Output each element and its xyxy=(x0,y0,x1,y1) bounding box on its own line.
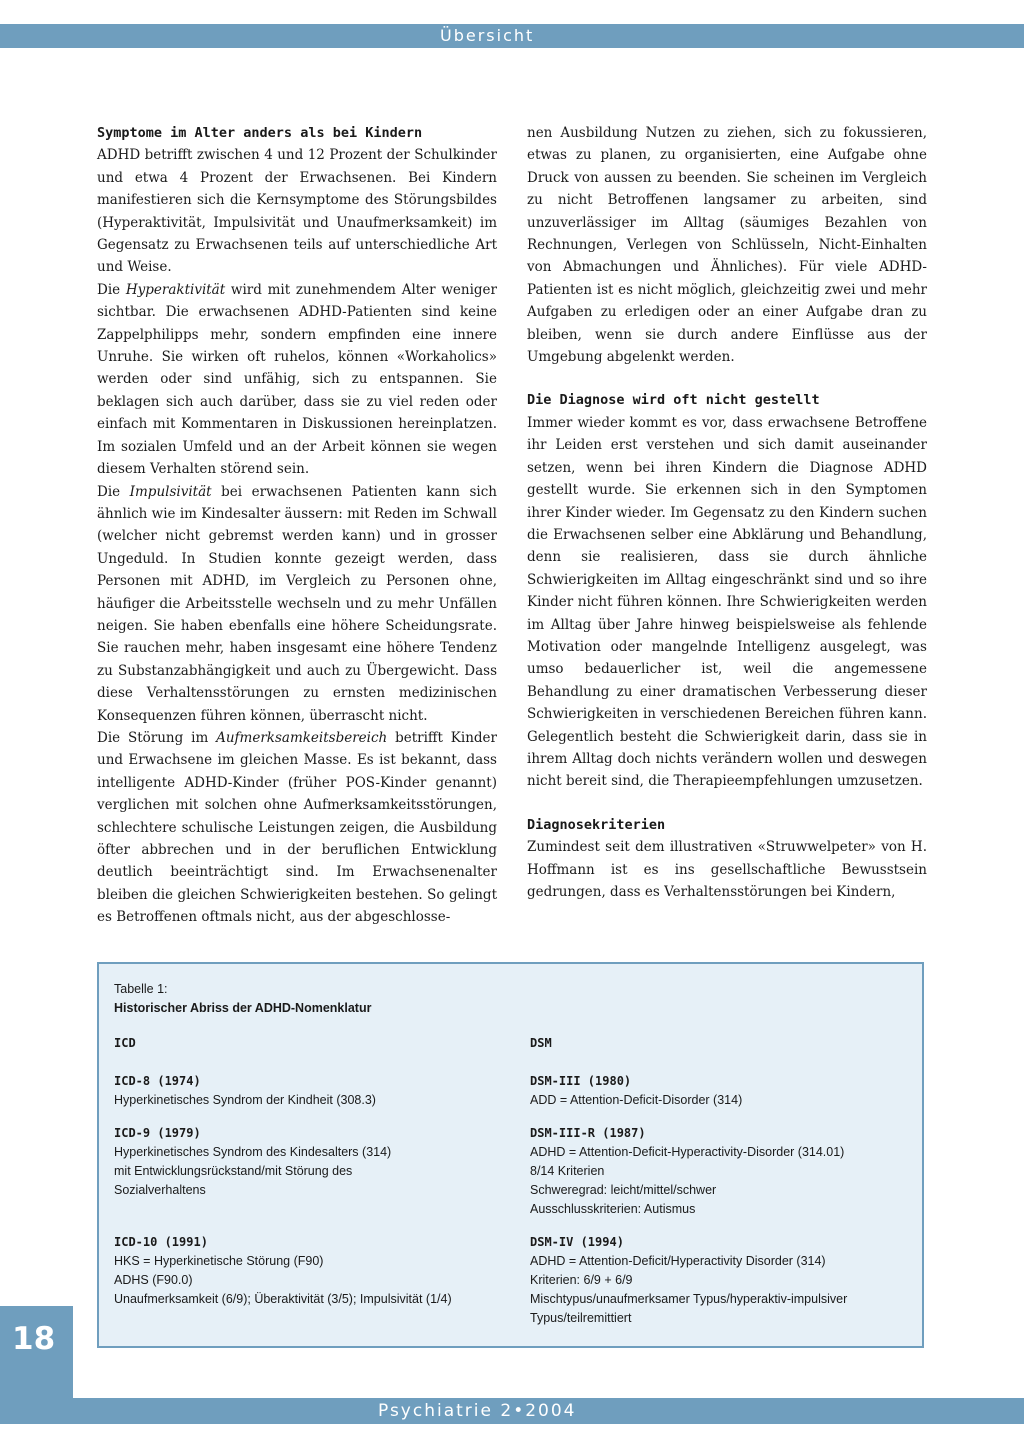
dsm-entry xyxy=(530,1124,930,1219)
dsm-entry xyxy=(530,1072,930,1110)
dsm-header: DSM xyxy=(530,1036,552,1050)
icd-entry xyxy=(114,1072,514,1110)
header-bar xyxy=(0,24,1024,48)
section-title: Übersicht xyxy=(440,26,535,45)
text-run: Die xyxy=(97,281,126,298)
entry-line: ADD = Attention-Deficit-Disorder (314) xyxy=(530,1093,743,1107)
right-column xyxy=(527,122,927,903)
entry-line: Typus/teilremittiert xyxy=(530,1311,632,1325)
paragraph: Immer wieder kommt es vor, dass erwachsene Betroffene ihr Leiden erst verstehen und sich damit auseinander setzen, wenn bei ihren Kindern die Diagnose ADHD gestellt wurde. Sie erkennen sich in den Symptomen ihrer Kinder wieder. Im Gegensatz zu den Kindern suchen die Erwachsenen selber eine Abklärung und Behandlung, denn sie realisieren, dass sie durch ähnliche Schwierigkeiten im Alltag eingeschränkt sind und so ihre Kinder nicht führen können. Ihre Schwierigkeiten werden im Alltag über Jahre hinweg beispielsweise als fehlende Motivation oder mangelnde Intelligenz ausgelegt, was umso bedauerlicher ist, weil die angemessene Behandlung zu einer dramatischen Verbesserung dieser Schwierigkeiten in verschiedenen Bereichen führen kann. Gelegentlich besteht die Schwierigkeit darin, dass sie in ihrem Alltag doch nichts verändern wollen und deswegen nicht bereit sind, die Therapieempfehlungen umzusetzen. xyxy=(527,414,927,790)
entry-line: Unaufmerksamkeit (6/9); Überaktivität (3/5); Impulsivität (1/4) xyxy=(114,1292,452,1306)
entry-title: ICD-10 (1991) xyxy=(114,1235,208,1249)
heading-diagnosekriterien: Diagnosekriterien xyxy=(527,816,666,833)
icd-header: ICD xyxy=(114,1036,136,1050)
text-run: bei erwachsenen Patienten kann sich ähnlich wie im Kindesalter äussern: mit Reden im Schwall (welcher nicht gebremst werden kann) und in grosser Ungeduld. In Studien konnte gezeigt werden, dass Personen mit ADHD, im Vergleich zu Personen ohne, häufiger die Arbeitsstelle wechseln und zu mehr Unfällen neigen. Sie haben ebenfalls eine höhere Scheidungsrate. Sie rauchen mehr, haben insgesamt eine höhere Tendenz zu Substanzabhängigkeit und auch zu Übergewicht. Dass diese Verhaltensstörungen zu ernsten medizinischen Konsequenzen führen können, überrascht nicht. xyxy=(97,483,497,724)
paragraph-impulsivitaet xyxy=(97,481,497,727)
paragraph-hyperaktivitaet xyxy=(97,279,497,481)
entry-line: Hyperkinetisches Syndrom des Kindesalters (314) xyxy=(114,1145,392,1159)
icd-entry xyxy=(114,1124,514,1200)
entry-title: DSM-III-R (1987) xyxy=(530,1126,646,1140)
dsm-entry xyxy=(530,1233,930,1328)
emphasis: Aufmerksamkeitsbereich xyxy=(216,729,388,746)
entry-title: ICD-8 (1974) xyxy=(114,1074,201,1088)
entry-line: mit Entwicklungsrückstand/mit Störung des xyxy=(114,1164,353,1178)
entry-line: Ausschlusskriterien: Autismus xyxy=(530,1202,696,1216)
entry-line: Kriterien: 6/9 + 6/9 xyxy=(530,1273,633,1287)
entry-title: DSM-IV (1994) xyxy=(530,1235,624,1249)
footer-bar xyxy=(0,1398,1024,1424)
entry-line: ADHD = Attention-Deficit/Hyperactivity Disorder (314) xyxy=(530,1254,826,1268)
text-run: Die Störung im xyxy=(97,729,217,746)
entry-line: Sozialverhaltens xyxy=(114,1183,206,1197)
table-label: Tabelle 1: xyxy=(114,982,168,996)
paragraph: ADHD betrifft zwischen 4 und 12 Prozent der Schulkinder und etwa 4 Prozent der Erwachsenen. Bei Kindern manifestieren sich die Kernsymptome des Störungsbildes (Hyperaktivität, Impulsivität und Unaufmerksamkeit) im Gegensatz zu Erwachsenen teils auf unterschiedliche Art und Weise. xyxy=(97,147,497,276)
journal-title: Psychiatrie 2•2004 xyxy=(378,1401,577,1421)
icd-column xyxy=(114,1034,514,1306)
heading-symptome: Symptome im Alter anders als bei Kindern xyxy=(97,125,423,141)
emphasis: Impulsivität xyxy=(129,483,212,500)
entry-line: Hyperkinetisches Syndrom der Kindheit (308.3) xyxy=(114,1093,376,1107)
emphasis: Hyperaktivität xyxy=(125,281,226,298)
entry-title: ICD-9 (1979) xyxy=(114,1126,201,1140)
icd-entry xyxy=(114,1233,514,1309)
entry-line: ADHS (F90.0) xyxy=(114,1273,193,1287)
entry-title: DSM-III (1980) xyxy=(530,1074,632,1088)
text-run: betrifft Kinder und Erwachsene im gleichen Masse. Es ist bekannt, dass intelligente ADHD-Kinder (früher POS-Kinder genannt) verglichen mit solchen ohne Aufmerksamkeitsstörungen, schlechtere schulische Leistungen zeigen, die Ausbildung öfter abbrechen und in der beruflichen Entwicklung deutlich beeinträchtigt sind. Im Erwachsenenalter bleiben die gleichen Schwierigkeiten bestehen. So gelingt es Betroffenen oftmals nicht, aus der abgeschlosse- xyxy=(97,729,497,926)
text-run: Die xyxy=(97,483,130,500)
table-caption xyxy=(114,980,371,1018)
entry-line: ADHD = Attention-Deficit-Hyperactivity-Disorder (314.01) xyxy=(530,1145,845,1159)
table-box xyxy=(97,962,924,1348)
table-heading: Historischer Abriss der ADHD-Nomenklatur xyxy=(114,1001,372,1015)
entry-line: Mischtypus/unaufmerksamer Typus/hyperaktiv-impulsiver xyxy=(530,1292,848,1306)
heading-diagnose: Die Diagnose wird oft nicht gestellt xyxy=(527,392,820,409)
page-number: 18 xyxy=(12,1321,56,1357)
entry-line: Schweregrad: leicht/mittel/schwer xyxy=(530,1183,717,1197)
entry-line: 8/14 Kriterien xyxy=(530,1164,605,1178)
paragraph: Zumindest seit dem illustrativen «Struwwelpeter» von H. Hoffmann ist es ins gesellschaftliche Bewusstsein gedrungen, dass es Verhaltensstörungen bei Kindern, xyxy=(527,839,927,900)
entry-line: HKS = Hyperkinetische Störung (F90) xyxy=(114,1254,324,1268)
left-column xyxy=(97,122,497,929)
text-run: wird mit zunehmendem Alter weniger sichtbar. Die erwachsenen ADHD-Patienten sind keine Zappelphilipps mehr, sondern empfinden eine innere Unruhe. Sie wirken oft ruhelos, können «Workaholics» werden oder sind unfähig, sich zu entspannen. Sie beklagen sich auch darüber, dass sie zu viel reden oder einfach mit Kommentaren in Diskussionen hereinplatzen. Im sozialen Umfeld und an der Arbeit können sie wegen diesem Verhalten störend sein. xyxy=(97,281,497,478)
paragraph: nen Ausbildung Nutzen zu ziehen, sich zu fokussieren, etwas zu planen, zu organisierten, eine Aufgabe ohne Druck von aussen zu beenden. Sie scheinen im Vergleich zu nicht Betroffenen langsamer zu arbeiten, sind unzuverlässiger im Alltag (säumiges Bezahlen von Rechnungen, Verlegen von Schlüsseln, Nicht-Einhalten von Abmachungen und Ähnliches). Für viele ADHD-Patienten ist es nicht möglich, gleichzeitig zwei und mehr Aufgaben zu erledigen oder an einer Aufgabe dran zu bleiben, wenn sie durch andere Einflüsse aus der Umgebung abgelenkt werden. xyxy=(527,125,927,366)
dsm-column xyxy=(530,1034,930,1325)
page-number-tab xyxy=(0,1306,73,1398)
paragraph-aufmerksamkeit xyxy=(97,727,497,929)
